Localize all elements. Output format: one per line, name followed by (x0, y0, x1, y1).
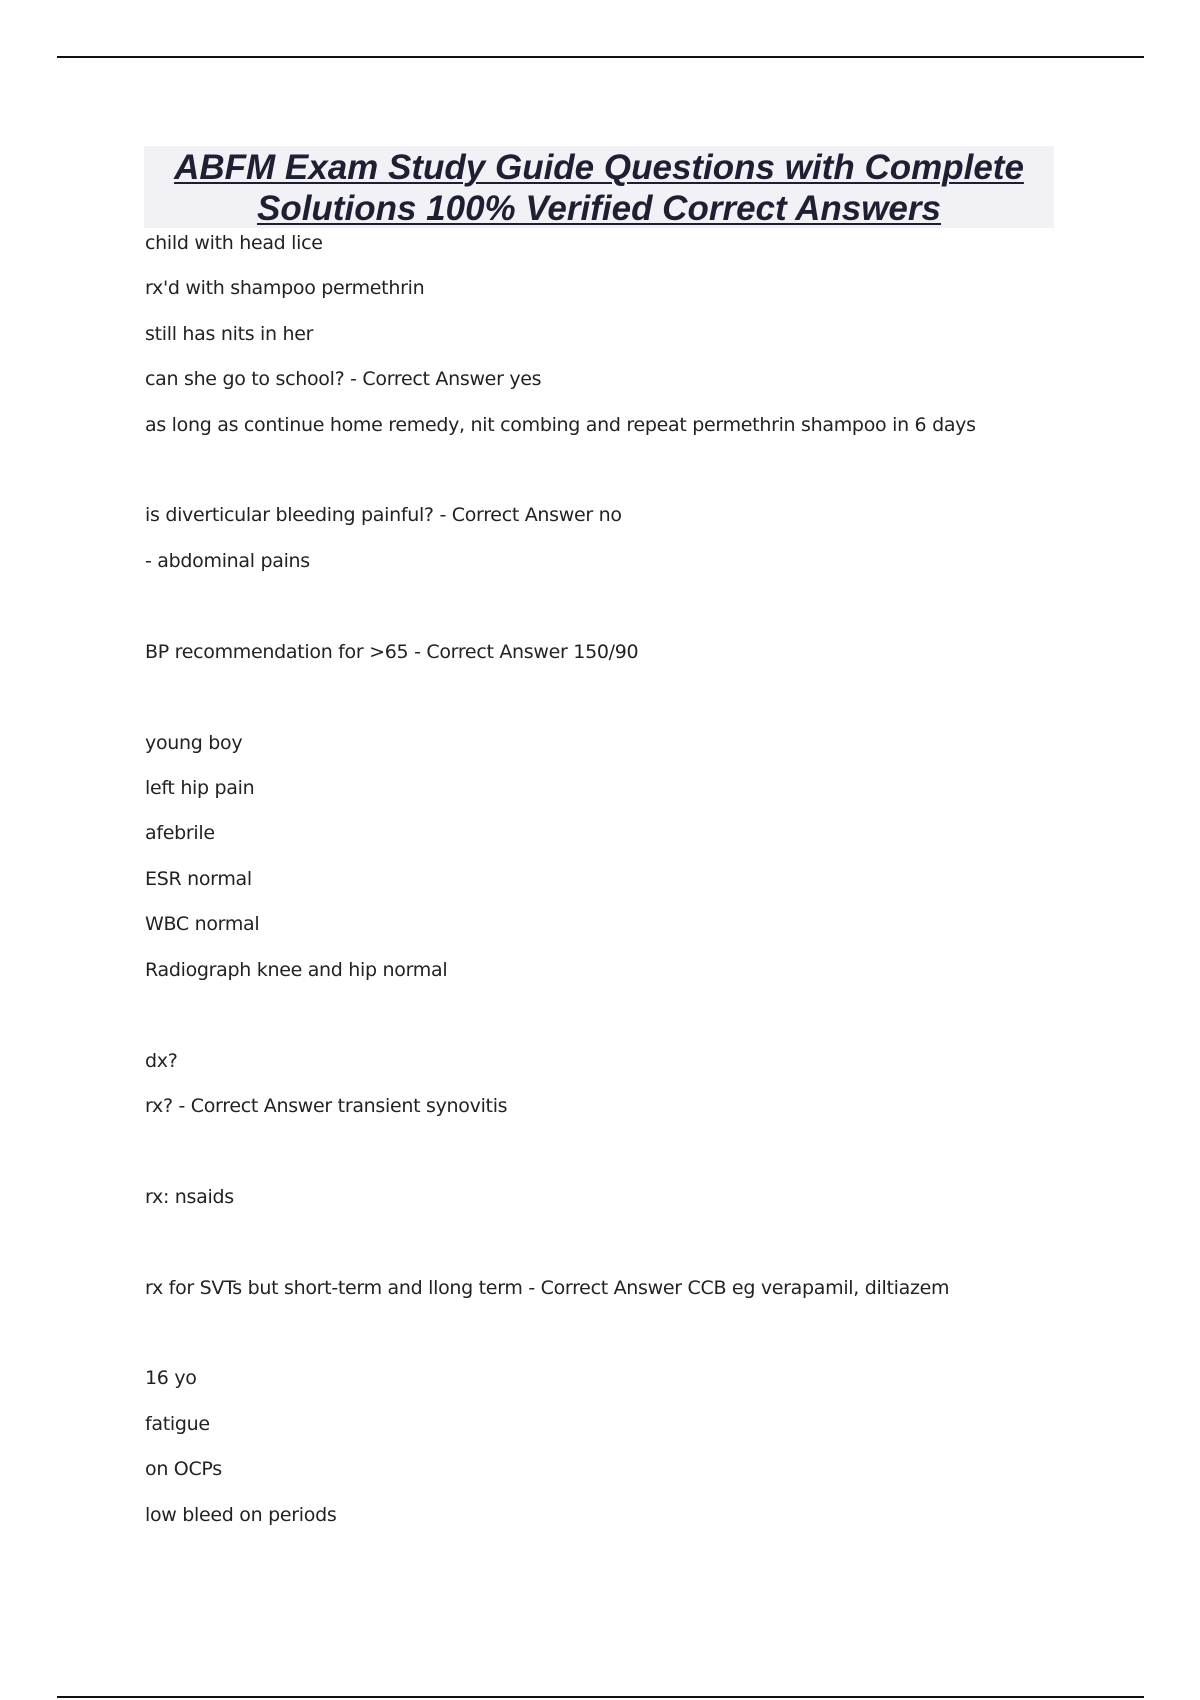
text-line: can she go to school? - Correct Answer yes (145, 368, 542, 390)
text-line: afebrile (145, 822, 215, 844)
title-line-1: ABFM Exam Study Guide Questions with Complete (174, 148, 1024, 187)
text-line: rx? - Correct Answer transient synovitis (145, 1095, 508, 1117)
footer-rule (57, 1696, 1144, 1698)
title-line-2: Solutions 100% Verified Correct Answers (256, 189, 941, 228)
text-line: low bleed on periods (145, 1504, 337, 1526)
text-line: BP recommendation for >65 - Correct Answer 150/90 (145, 641, 639, 663)
text-line: 16 yo (145, 1367, 197, 1389)
text-line: on OCPs (145, 1458, 222, 1480)
header-rule (57, 56, 1144, 58)
text-line: Radiograph knee and hip normal (145, 959, 448, 981)
text-line: is diverticular bleeding painful? - Correct Answer no (145, 504, 622, 526)
text-line: rx: nsaids (145, 1186, 234, 1208)
text-line: fatigue (145, 1413, 210, 1435)
page-title (144, 146, 1054, 229)
title-banner (144, 146, 1054, 228)
text-line: - abdominal pains (145, 550, 310, 572)
text-line: rx for SVTs but short-term and llong term - Correct Answer CCB eg verapamil, diltiazem (145, 1277, 950, 1299)
text-line: young boy (145, 732, 243, 754)
text-line: child with head lice (145, 232, 323, 254)
text-line: dx? (145, 1050, 178, 1072)
text-line: rx'd with shampoo permethrin (145, 277, 425, 299)
text-line: WBC normal (145, 913, 260, 935)
text-line: as long as continue home remedy, nit combing and repeat permethrin shampoo in 6 days (145, 414, 976, 436)
text-line: left hip pain (145, 777, 255, 799)
text-line: ESR normal (145, 868, 252, 890)
text-line: still has nits in her (145, 323, 314, 345)
